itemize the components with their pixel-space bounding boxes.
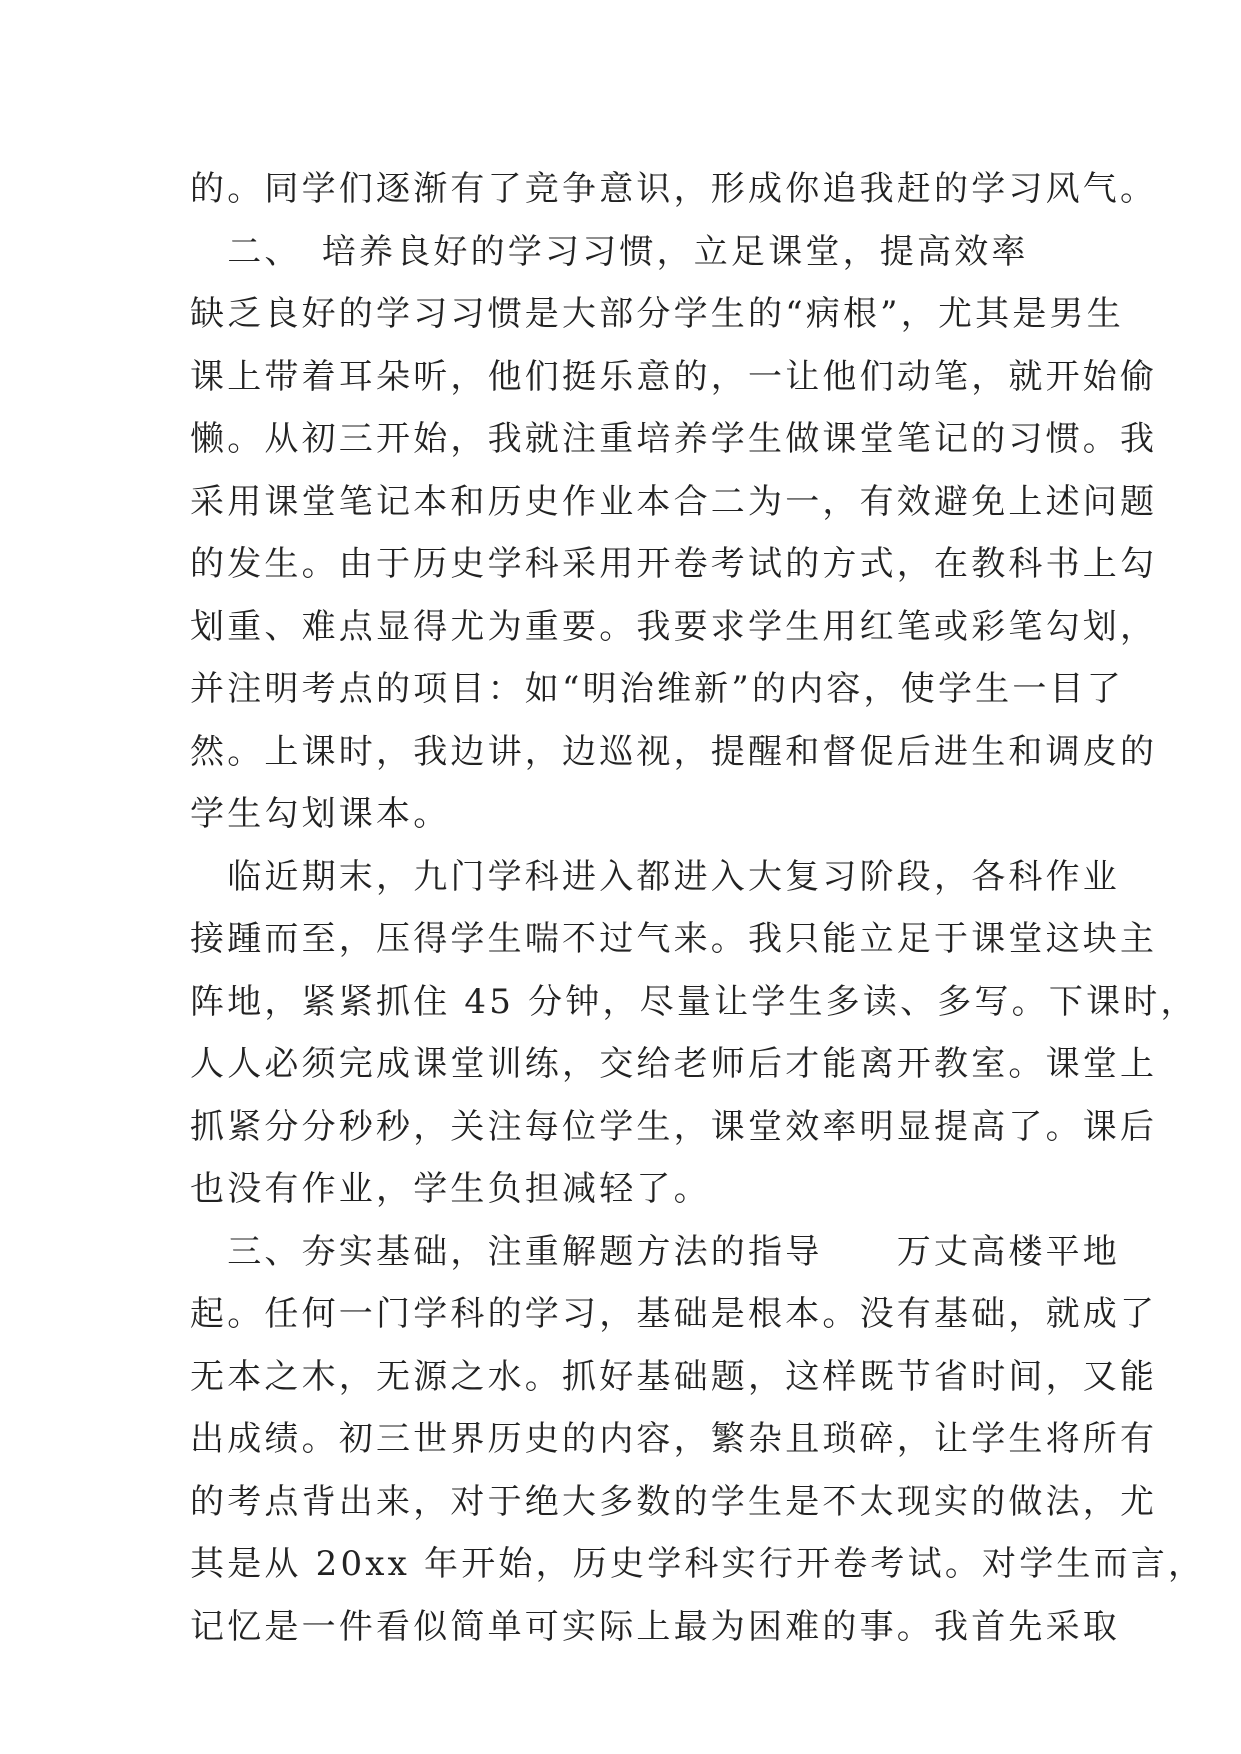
text-line: 的发生。由于历史学科采用开卷考试的方式，在教科书上勾 <box>190 544 1158 584</box>
text-line: 学生勾划课本。 <box>190 794 451 834</box>
text-line: 无本之木，无源之水。抓好基础题，这样既节省时间，又能 <box>190 1356 1158 1397</box>
text-line: 的考点背出来，对于绝大多数的学生是不太现实的做法，尤 <box>190 1481 1158 1522</box>
text-line: 人人必须完成课堂训练，交给老师后才能离开教室。课堂上 <box>190 1044 1158 1084</box>
text-line: 也没有作业，学生负担减轻了。 <box>190 1169 711 1209</box>
text-line: 的。同学们逐渐有了竞争意识，形成你追我赶的学习风气。 <box>190 169 1158 209</box>
text-line: 缺乏良好的学习习惯是大部分学生的“病根”，尤其是男生 <box>190 294 1124 334</box>
text-line: 懒。从初三开始，我就注重培养学生做课堂笔记的习惯。我 <box>190 419 1158 459</box>
text-line: 阵地，紧紧抓住 45 分钟，尽量让学生多读、多写。下课时， <box>190 981 1198 1022</box>
text-line: 其是从 20xx 年开始，历史学科实行开卷考试。对学生而言， <box>190 1544 1206 1584</box>
text-line: 抓紧分分秒秒，关注每位学生，课堂效率明显提高了。课后 <box>190 1106 1158 1147</box>
text-line: 课上带着耳朵听，他们挺乐意的，一让他们动笔，就开始偷 <box>190 356 1158 397</box>
text-line: 并注明考点的项目：如“明治维新”的内容，使学生一目了 <box>190 669 1124 709</box>
text-line: 然。上课时，我边讲，边巡视，提醒和督促后进生和调皮的 <box>190 731 1158 772</box>
text-line: 接踵而至，压得学生喘不过气来。我只能立足于课堂这块主 <box>190 919 1158 959</box>
text-line: 划重、难点显得尤为重要。我要求学生用红笔或彩笔勾划， <box>190 606 1158 647</box>
text-line: 起。任何一门学科的学习，基础是根本。没有基础，就成了 <box>190 1294 1158 1334</box>
text-line: 临近期末，九门学科进入都进入大复习阶段，各科作业 <box>190 856 1120 897</box>
text-line: 出成绩。初三世界历史的内容，繁杂且琐碎，让学生将所有 <box>190 1419 1158 1459</box>
section-heading: 三、夯实基础，注重解题方法的指导 万丈高楼平地 <box>190 1231 1120 1272</box>
text-line: 记忆是一件看似简单可实际上最为困难的事。我首先采取 <box>190 1606 1120 1647</box>
text-line: 采用课堂笔记本和历史作业本合二为一，有效避免上述问题 <box>190 481 1158 522</box>
section-heading: 二、 培养良好的学习习惯，立足课堂，提高效率 <box>190 231 1029 272</box>
body-text <box>190 158 1206 1658</box>
